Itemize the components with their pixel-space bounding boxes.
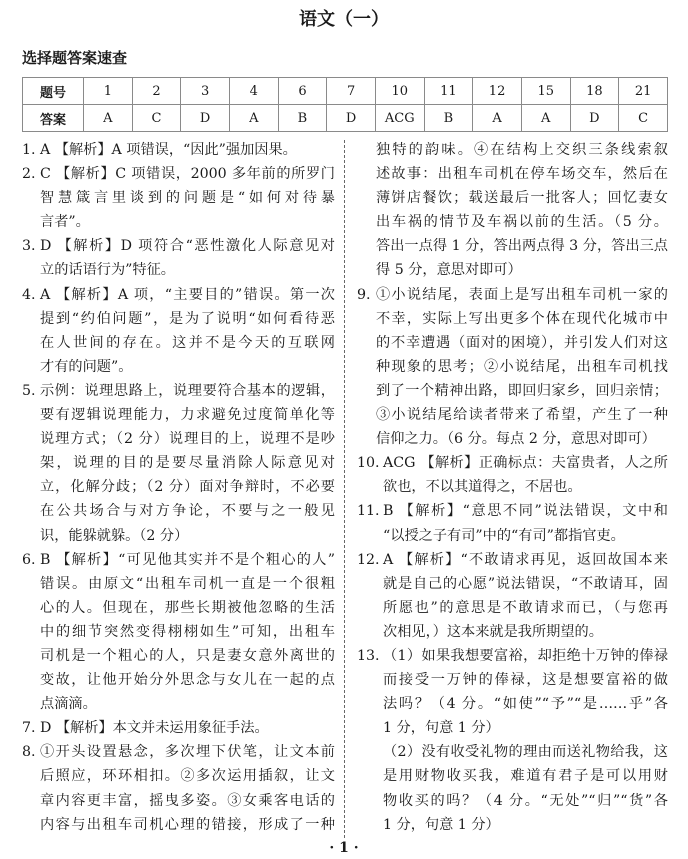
text-line: 就是自己的心愿”说法错误，“不敢请耳，固 <box>383 575 668 592</box>
item-text <box>40 283 335 379</box>
item-number <box>357 138 376 162</box>
page-title: 语文（一） <box>299 9 389 30</box>
answer-item-4 <box>22 283 335 379</box>
answer-cell: A <box>473 105 522 132</box>
item-number: 1. <box>22 142 36 158</box>
text-line: ①开头设置悬念，多次埋下伏笔，让文本前 <box>40 744 335 761</box>
item-number: 11. <box>357 503 380 520</box>
text-line: 法吗？（4 分。“如使”“予”“是……乎”各 <box>383 696 668 713</box>
answer-quick-check-table <box>22 77 668 132</box>
item-text <box>383 451 668 499</box>
text-line: D 【解析】本文并未运用象征手法。 <box>40 720 269 737</box>
item-number: 7. <box>22 720 36 737</box>
text-line: A 【解析】A 项，“主要目的”错误。第一次 <box>40 286 335 303</box>
text-line: 立，化解分歧；（2 分）面对争辩时，不必要 <box>40 479 335 496</box>
text-line: 架，说理的目的是要尽量消除人际意见对 <box>40 455 335 472</box>
text-line: 立的话语行为”特征。 <box>40 262 175 279</box>
item-text <box>40 716 335 740</box>
text-line: 中的细节突然变得栩栩如生”可知，出租车 <box>40 623 335 640</box>
item-number: 8. <box>22 744 36 761</box>
question-number-header: 题号 <box>23 78 84 105</box>
answer-item-1 <box>22 138 335 162</box>
question-number-cell: 15 <box>521 78 570 105</box>
answer-cell: B <box>278 105 327 132</box>
text-line: 心的人。但现在，那些长期被他忽略的生活 <box>40 599 335 616</box>
text-line: “以授之子有司”中的“有司”都指官吏。 <box>383 527 625 544</box>
text-line: （1）如果我想要富裕，却拒绝十万钟的俸禄 <box>383 647 668 664</box>
question-number-cell: 18 <box>570 78 619 105</box>
section-title: 选择题答案速查 <box>22 49 128 67</box>
item-number: 12. <box>357 551 380 568</box>
item-number: 2. <box>22 166 36 183</box>
item-text <box>376 283 668 452</box>
item-text <box>376 138 668 283</box>
text-line: 到了一个精神出路，即回归家乡，回归亲情； <box>376 382 668 399</box>
text-line: 示例：说理思路上，说理要符合基本的逻辑， <box>40 382 335 399</box>
text-line: 司机是一个粗心的人，只是妻女意外离世的 <box>40 647 335 664</box>
text-line: B 【解析】“可见他其实并不是个粗心的人” <box>40 551 335 568</box>
page-number: · 1 · <box>329 840 359 856</box>
text-line: 答出一点得 1 分，答出两点得 3 分，答出三点 <box>376 238 668 255</box>
item-text <box>383 644 668 837</box>
text-line: 种现象的思考；②小说结尾，出租车司机找 <box>376 358 668 375</box>
item-text <box>40 740 335 836</box>
answer-item-11 <box>357 499 668 547</box>
answer-cell: ACG <box>375 105 424 132</box>
text-line: ACG 【解析】正确标点：夫富贵者，人之所 <box>383 455 668 472</box>
item-text <box>383 548 668 644</box>
text-line: ①小说结尾，表面上是写出租车司机一家的 <box>376 286 668 303</box>
text-line: 不幸，实际上写出更多个体在现代化城市中 <box>376 310 668 327</box>
item-number: 4. <box>22 286 36 303</box>
text-line: A 【解析】“不敢请求再见，返回故国本来 <box>383 551 668 568</box>
answer-item-7 <box>22 716 335 740</box>
question-number-row <box>23 78 668 105</box>
answer-row <box>23 105 668 132</box>
text-line: 是用财物收买我，难道有君子是可以用财 <box>383 768 668 785</box>
item-number: 9. <box>357 286 371 303</box>
text-line: 章内容更丰富，摇曳多姿。③女乘客电话的 <box>40 792 335 809</box>
answer-cell: C <box>132 105 181 132</box>
answer-cell: A <box>521 105 570 132</box>
text-line: 出车祸的情节及车祸以前的生活。（5 分。 <box>376 214 668 231</box>
text-line: 说理方式；（2 分）说理目的上，说理不是吵 <box>40 431 335 448</box>
text-line: 而接受一万钟的俸禄，这是想要富裕的做 <box>383 672 668 689</box>
item-text <box>40 234 335 282</box>
right-answer-column <box>357 138 668 837</box>
item-number: 5. <box>22 382 36 399</box>
text-line: 欲也，不以其道得之，不居也。 <box>383 479 582 496</box>
text-line: 独特的韵味。④在结构上交织三条线索叙 <box>376 142 668 158</box>
answer-item-5 <box>22 379 335 548</box>
answer-cell: B <box>424 105 473 132</box>
answer-item-9 <box>357 283 668 452</box>
item-number: 6. <box>22 551 36 568</box>
text-line: 信仰之力。（6 分。每点 2 分，意思对即可） <box>376 431 656 448</box>
answer-item-13 <box>357 644 668 837</box>
question-number-cell: 10 <box>375 78 424 105</box>
answer-item-continued <box>357 138 668 283</box>
question-number-cell: 4 <box>229 78 278 105</box>
text-line: （2）没有收受礼物的理由而送礼物给我，这 <box>383 744 668 761</box>
text-line: 在公共场合与对方争论，不要与之一般见 <box>40 503 335 520</box>
answer-item-6 <box>22 548 335 717</box>
answer-header: 答案 <box>23 105 84 132</box>
item-number: 10. <box>357 455 380 472</box>
text-line: 点滴滴。 <box>40 696 97 713</box>
text-line: 的不幸遭遇（面对的困境），并引发人们对这 <box>376 334 668 351</box>
question-number-cell: 6 <box>278 78 327 105</box>
text-line: 次相见，）这本来就是我所期望的。 <box>383 623 603 640</box>
text-line: 要有逻辑说理能力，力求避免过度简单化等 <box>40 407 335 424</box>
answer-cell: A <box>84 105 133 132</box>
question-number-cell: 2 <box>132 78 181 105</box>
answer-cell: C <box>619 105 668 132</box>
answer-cell: D <box>570 105 619 132</box>
text-line: 在人世间的存在。这并不是今天的互联网 <box>40 334 335 351</box>
answer-item-2 <box>22 162 335 234</box>
text-line: 1 分，句意 1 分） <box>383 720 500 737</box>
question-number-cell: 12 <box>473 78 522 105</box>
answer-item-10 <box>357 451 668 499</box>
question-number-cell: 1 <box>84 78 133 105</box>
text-line: C 【解析】C 项错误，2000 多年前的所罗门 <box>40 166 335 183</box>
text-line: B 【解析】“意思不同”说法错误，文中和 <box>383 503 668 520</box>
answer-item-3 <box>22 234 335 282</box>
text-line: 薄饼店餐饮；载送最后一批客人；回忆妻女 <box>376 190 668 207</box>
column-divider <box>344 140 345 838</box>
item-text <box>40 162 335 234</box>
text-line: 提到“约伯问题”，是为了说明“如何看待恶 <box>40 310 335 327</box>
text-line: 1 分，句意 1 分） <box>383 816 500 833</box>
left-answer-column <box>22 138 335 837</box>
item-text <box>40 138 335 162</box>
question-number-cell: 11 <box>424 78 473 105</box>
text-line: 言者”。 <box>40 214 90 231</box>
text-line: 物收买的吗？（4 分。“无处”“归”“货”各 <box>383 792 668 809</box>
answer-cell: D <box>181 105 230 132</box>
text-line: 错误。由原文“出租车司机一直是一个很粗 <box>40 575 335 592</box>
text-line: 述故事：出租车司机在停车场交车，然后在 <box>376 166 668 183</box>
text-line: ③小说结尾给读者带来了希望，产生了一种 <box>376 407 668 424</box>
item-text <box>383 499 668 547</box>
text-line: 智慧箴言里谈到的问题是“如何对待暴 <box>40 190 335 207</box>
answer-item-12 <box>357 548 668 644</box>
item-number: 13. <box>357 647 380 664</box>
answer-item-8 <box>22 740 335 836</box>
item-text <box>40 548 335 717</box>
answer-cell: D <box>327 105 376 132</box>
text-line: 变故，让他开始分外思念与女儿在一起的点 <box>40 672 335 689</box>
answer-cell: A <box>229 105 278 132</box>
text-line: D 【解析】D 项符合“恶性激化人际意见对 <box>40 238 335 255</box>
text-line: 所愿也”的意思是不敢请求而已，（与您再 <box>383 599 668 616</box>
text-line: 才有的问题”。 <box>40 358 133 375</box>
text-line: 得 5 分，意思对即可） <box>376 262 522 279</box>
question-number-cell: 3 <box>181 78 230 105</box>
text-line: 后照应，环环相扣。②多次运用插叙，让文 <box>40 768 335 785</box>
question-number-cell: 21 <box>619 78 668 105</box>
text-line: 内容与出租车司机心理的错接，形成了一种 <box>40 816 335 833</box>
item-number: 3. <box>22 238 36 255</box>
text-line: A 【解析】A 项错误，“因此”强加因果。 <box>40 142 297 158</box>
text-line: 识，能躲就躲。（2 分） <box>40 527 189 544</box>
item-text <box>40 379 335 548</box>
question-number-cell: 7 <box>327 78 376 105</box>
